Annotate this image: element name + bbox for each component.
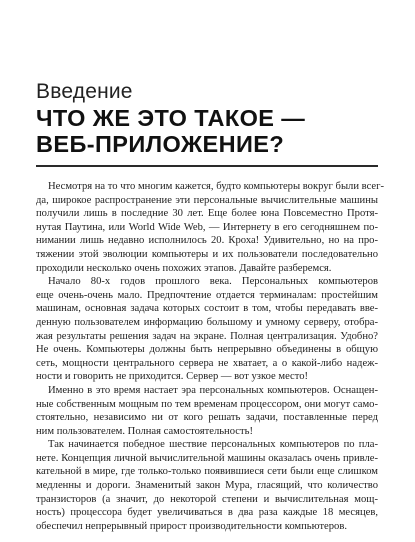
chapter-title	[36, 106, 386, 157]
paragraph	[36, 180, 385, 275]
title-divider	[36, 165, 378, 167]
chapter-kicker: Введение	[36, 80, 133, 103]
text-line: ность) процессора будет увеличиваться в два раза каждые 18 месяцев,	[36, 507, 378, 519]
text-line: нутая Паутина, или World Wide Web, — Интернету в его сегодняшнем по-	[36, 221, 378, 233]
text-line: да, широкое распространение эти персональные вычислительные машины	[36, 194, 378, 206]
text-line: Не очень. Компьютеры должны быть непрерывно объединены в общую	[36, 344, 378, 356]
text-line: сеть, мощности центрального сервера не хватает, а о какой-либо надеж-	[36, 357, 378, 369]
text-line: Начало 80-х годов прошлого века. Персональных компьютеров	[48, 276, 378, 288]
text-line: стоятельно, независимо ни от кого решать задачи, поставленные перед	[36, 412, 378, 424]
chapter-title-line: ЧТО ЖЕ ЭТО ТАКОЕ —	[36, 105, 306, 131]
body-text	[36, 180, 385, 533]
paragraph	[36, 438, 378, 533]
text-line: нимании лишь недавно исполнилось 20. Кроха! Удивительно, но на про-	[36, 235, 378, 247]
text-line: денную пользователем информацию большому и умному серверу, отобра-	[36, 316, 378, 328]
text-line: Именно в это время настает эра персональных компьютеров. Оснащен-	[48, 384, 378, 396]
text-line: ности и говорить не приходится. Сервер — вот узкое место!	[36, 371, 309, 383]
text-line: обеспечил непрерывный прирост производительности компьютеров.	[36, 520, 347, 532]
text-line: получили лишь в последние 30 лет. Еще более юна Повсеместно Протя-	[36, 208, 378, 220]
paragraph	[36, 275, 378, 384]
text-line: жая результаты решения задач на экране. Полная централизация. Удобно?	[36, 330, 378, 342]
text-line: Так начинается победное шествие персональных компьютеров по пла-	[48, 439, 378, 451]
text-line: кательной в мире, где только-только появившиеся сети были еще слишком	[36, 466, 378, 478]
text-line: медленны и дороги. Знаменитый закон Мура, гласящий, что количество	[36, 480, 378, 492]
text-line: проходили несколько очень похожих этапов. Давайте разберемся.	[36, 262, 332, 274]
text-line: ные собственным мощным по тем временам процессором, они могут само-	[36, 398, 378, 410]
text-line: тяжении этой эволюции компьютеры и их пользователи последовательно	[36, 248, 378, 260]
text-line: еще очень-очень мало. Предпочтение отдается терминалам: простейшим	[36, 289, 378, 301]
text-line: транзисторов (а значит, до некоторой степени и вычислительная мощ-	[36, 493, 378, 505]
text-line: ним пользователем. Полная самостоятельность!	[36, 425, 253, 437]
text-line: машинам, основная задача которых состоит в том, чтобы передавать вве-	[36, 303, 378, 315]
text-line: нете. Концепция личной вычислительной машины оказалась очень привле-	[36, 452, 378, 464]
chapter-title-line: ВЕБ-ПРИЛОЖЕНИЕ?	[36, 130, 285, 157]
paragraph	[36, 384, 378, 438]
text-line: Несмотря на то что многим кажется, будто компьютеры вокруг были всег-	[48, 181, 385, 192]
